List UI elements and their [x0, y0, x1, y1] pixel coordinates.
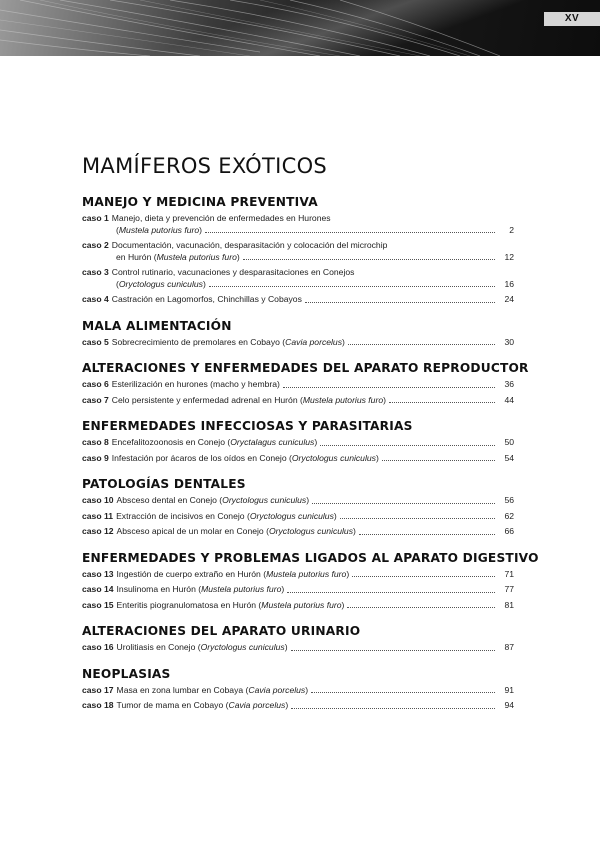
toc-entry[interactable]: [82, 511, 514, 523]
entry-text-run: ): [353, 526, 356, 536]
dot-leader: [312, 503, 495, 504]
entry-text-run: Infestación por ácaros de los oídos en Conejo (: [111, 452, 292, 463]
toc-entry[interactable]: [82, 395, 514, 407]
page-number: 87: [504, 642, 514, 652]
dot-leader: [209, 286, 495, 287]
toc-entry[interactable]: [82, 267, 514, 290]
toc-section: [82, 476, 514, 538]
section-title: ENFERMEDADES INFECCIOSAS Y PARASITARIAS: [82, 419, 413, 433]
toc-entry-line: [82, 225, 514, 237]
entry-text-run: ): [202, 278, 206, 289]
entry-text-run: (: [116, 278, 119, 289]
entry-text-run: ): [375, 452, 379, 463]
toc-entry-line: [82, 685, 514, 697]
entry-text-run: Sobrecrecimiento de premolares en Cobayo (: [111, 336, 286, 347]
dot-leader: [347, 607, 495, 608]
section-title: PATOLOGÍAS DENTALES: [82, 477, 246, 491]
toc-entry[interactable]: [82, 600, 514, 612]
case-label: caso 16: [82, 642, 114, 652]
species-name: Mustela putorius furo: [266, 568, 347, 579]
case-label: caso 17: [82, 684, 114, 695]
toc-entry[interactable]: [82, 642, 514, 654]
toc-entry-line: [82, 213, 514, 225]
entry-text-run: ): [342, 336, 345, 347]
species-name: Cavia porcelus: [248, 684, 306, 695]
toc-entry-line: [82, 294, 514, 306]
entry-title-continuation: [82, 225, 202, 237]
species-name: Mustela putorius furo: [118, 224, 200, 235]
entry-text-run: (: [116, 224, 119, 235]
entry-text-run: Tumor de mama en Cobayo (: [116, 700, 229, 710]
case-label: caso 4: [82, 294, 109, 304]
dot-leader: [305, 302, 495, 303]
toc-sections: [82, 194, 539, 712]
entry-text-run: Manejo, dieta y prevención de enfermedades en Hurones: [111, 213, 331, 223]
species-name: Oryctologus cuniculus: [291, 452, 376, 463]
entry-text-run: en Hurón (: [116, 251, 157, 262]
entry-text-run: ): [236, 251, 240, 262]
entry-text-run: Ingestión de cuerpo extraño en Hurón (: [116, 568, 267, 579]
entry-text-run: ): [314, 437, 318, 447]
toc-entry-line: [82, 511, 514, 523]
entry-text-run: ): [199, 224, 202, 235]
toc-section: [82, 360, 529, 406]
toc-entry-line: [82, 337, 514, 349]
entry-title: [82, 453, 379, 465]
case-label: caso 1: [82, 213, 109, 223]
page-number: 12: [504, 251, 514, 262]
toc-entry-line: [82, 240, 514, 252]
dot-leader: [291, 650, 495, 651]
case-label: caso 7: [82, 394, 109, 405]
page-number: 62: [504, 510, 514, 521]
toc-entry[interactable]: [82, 213, 514, 236]
entry-text-run: Insulinoma en Hurón (: [116, 584, 202, 594]
case-label: caso 12: [82, 526, 114, 536]
species-name: Oryctalagus cuniculus: [230, 437, 315, 447]
toc-section: [82, 418, 514, 464]
page-number: 36: [504, 379, 514, 389]
entry-text-run: Documentación, vacunación, desparasitación y colocación del microchip: [111, 240, 388, 250]
entry-title: [82, 337, 345, 349]
dot-leader: [287, 592, 495, 593]
page-number: 16: [504, 278, 514, 289]
toc-entry-line: [82, 584, 514, 596]
case-label: caso 9: [82, 452, 109, 463]
species-name: Mustela putorius furo: [156, 251, 237, 262]
header-banner: [0, 0, 600, 56]
species-name: Oryctologus cuniculus: [118, 278, 203, 289]
toc-entry-line: [82, 395, 514, 407]
toc-section: [82, 194, 514, 306]
entry-title: [82, 379, 280, 391]
entry-text-run: Extracción de incisivos en Conejo (: [116, 510, 250, 521]
toc-section: [82, 318, 514, 349]
page-number: 50: [504, 437, 514, 447]
page-title: MAMÍFEROS EXÓTICOS: [82, 154, 328, 178]
species-name: Oryctologus cuniculus: [268, 526, 354, 536]
entry-text-run: Masa en zona lumbar en Cobaya (: [116, 684, 249, 695]
entry-title: [82, 395, 386, 407]
entry-title: [82, 267, 354, 279]
toc-entry[interactable]: [82, 240, 514, 263]
dot-leader: [352, 576, 495, 577]
entry-text-run: Celo persistente y enfermedad adrenal en Hurón (: [111, 394, 303, 405]
entry-title-continuation: [82, 252, 240, 264]
toc-entry[interactable]: [82, 294, 514, 306]
case-label: caso 15: [82, 599, 114, 610]
page-number: 77: [504, 584, 514, 594]
table-of-contents: [82, 152, 539, 724]
toc-entry[interactable]: [82, 337, 514, 349]
entry-text-run: ): [305, 684, 309, 695]
toc-entry-line: [82, 252, 514, 264]
page-number: 66: [504, 526, 514, 536]
species-name: Mustela putorius furo: [302, 394, 384, 405]
toc-section: [82, 623, 514, 654]
entry-text-run: ): [281, 584, 285, 594]
case-label: caso 14: [82, 584, 114, 594]
page-number: 94: [504, 700, 514, 710]
entry-title: [82, 437, 317, 449]
case-label: caso 13: [82, 568, 114, 579]
toc-entry-line: [82, 437, 514, 449]
page-number: 54: [504, 452, 514, 463]
toc-section: [82, 666, 514, 712]
entry-text-run: Esterilización en hurones (macho y hembra): [111, 379, 280, 389]
toc-section: [82, 550, 539, 612]
page-number: 81: [504, 599, 514, 610]
entry-title: [82, 213, 331, 225]
case-label: caso 11: [82, 510, 114, 521]
entry-title: [82, 511, 337, 523]
entry-text-run: ): [333, 510, 337, 521]
entry-text-run: ): [346, 568, 350, 579]
section-title: ALTERACIONES Y ENFERMEDADES DEL APARATO REPRODUCTOR: [82, 361, 529, 375]
section-title: MALA ALIMENTACIÓN: [82, 318, 232, 333]
dot-leader: [340, 518, 495, 519]
species-name: Oryctologus cuniculus: [249, 510, 334, 521]
page-number: 91: [504, 684, 514, 695]
case-label: caso 10: [82, 495, 114, 505]
toc-entry-line: [82, 279, 514, 291]
toc-entry-line: [82, 495, 514, 507]
toc-entry[interactable]: [82, 437, 514, 449]
section-title: ENFERMEDADES Y PROBLEMAS LIGADOS AL APARATO DIGESTIVO: [82, 550, 539, 565]
section-title: ALTERACIONES DEL APARATO URINARIO: [82, 624, 361, 638]
entry-title: [82, 700, 288, 712]
page-number: 44: [504, 394, 514, 405]
entry-title: [82, 294, 302, 306]
dot-leader: [389, 402, 495, 403]
entry-text-run: ): [383, 394, 386, 405]
toc-entry-line: [82, 526, 514, 538]
toc-entry[interactable]: [82, 453, 514, 465]
species-name: Cavia porcelus: [228, 700, 286, 710]
entry-title: [82, 642, 288, 654]
entry-title: [82, 240, 387, 252]
toc-entry-line: [82, 453, 514, 465]
dot-leader: [348, 344, 495, 345]
entry-text-run: Absceso dental en Conejo (: [116, 495, 223, 505]
entry-text-run: ): [285, 700, 289, 710]
dot-leader: [291, 708, 495, 709]
species-name: Mustela putorius furo: [201, 584, 282, 594]
toc-entry-line: [82, 600, 514, 612]
dot-leader: [320, 445, 495, 446]
entry-text-run: ): [306, 495, 310, 505]
case-label: caso 6: [82, 379, 109, 389]
toc-entry-line: [82, 379, 514, 391]
dot-leader: [359, 534, 495, 535]
page-number: 24: [504, 294, 514, 304]
page-number: 30: [504, 336, 514, 347]
toc-entry[interactable]: [82, 526, 514, 538]
page-number: 56: [504, 495, 514, 505]
dot-leader: [283, 387, 495, 388]
page-number: 2: [509, 224, 514, 235]
dot-leader: [382, 460, 495, 461]
species-name: Oryctologus cuniculus: [222, 495, 307, 505]
entry-text-run: ): [341, 599, 345, 610]
entry-title: [82, 685, 308, 697]
case-label: caso 8: [82, 437, 109, 447]
fur-texture-graphic: [0, 0, 600, 56]
toc-entry[interactable]: [82, 379, 514, 391]
page-number-tab: XV: [544, 12, 600, 26]
entry-title: [82, 495, 309, 507]
toc-entry[interactable]: [82, 685, 514, 697]
toc-entry-line: [82, 642, 514, 654]
dot-leader: [205, 232, 495, 233]
toc-entry[interactable]: [82, 569, 514, 581]
entry-text-run: Enteritis piogranulomatosa en Hurón (: [116, 599, 262, 610]
entry-text-run: Control rutinario, vacunaciones y desparasitaciones en Conejos: [111, 267, 355, 277]
entry-title: [82, 600, 344, 612]
species-name: Mustela putorius furo: [261, 599, 342, 610]
entry-title-continuation: [82, 279, 206, 291]
entry-text-run: Encefalitozoonosis en Conejo (: [111, 437, 231, 447]
entry-title: [82, 526, 356, 538]
toc-entry-line: [82, 267, 514, 279]
species-name: Oryctologus cuniculus: [200, 642, 285, 652]
case-label: caso 18: [82, 700, 114, 710]
toc-entry[interactable]: [82, 495, 514, 507]
entry-text-run: ): [284, 642, 288, 652]
entry-text-run: Castración en Lagomorfos, Chinchillas y Cobayos: [111, 294, 302, 304]
case-label: caso 2: [82, 240, 109, 250]
entry-title: [82, 584, 284, 596]
toc-entry-line: [82, 569, 514, 581]
toc-entry-line: [82, 700, 514, 712]
page-number: 71: [504, 568, 514, 579]
case-label: caso 5: [82, 336, 109, 347]
entry-text-run: Absceso apical de un molar en Conejo (: [116, 526, 269, 536]
dot-leader: [311, 692, 495, 693]
case-label: caso 3: [82, 267, 109, 277]
section-title: MANEJO Y MEDICINA PREVENTIVA: [82, 195, 318, 209]
toc-entry[interactable]: [82, 700, 514, 712]
toc-entry[interactable]: [82, 584, 514, 596]
dot-leader: [243, 259, 495, 260]
section-title: NEOPLASIAS: [82, 666, 171, 681]
entry-title: [82, 569, 349, 581]
species-name: Cavia porcelus: [285, 336, 343, 347]
entry-text-run: Urolitiasis en Conejo (: [116, 642, 201, 652]
